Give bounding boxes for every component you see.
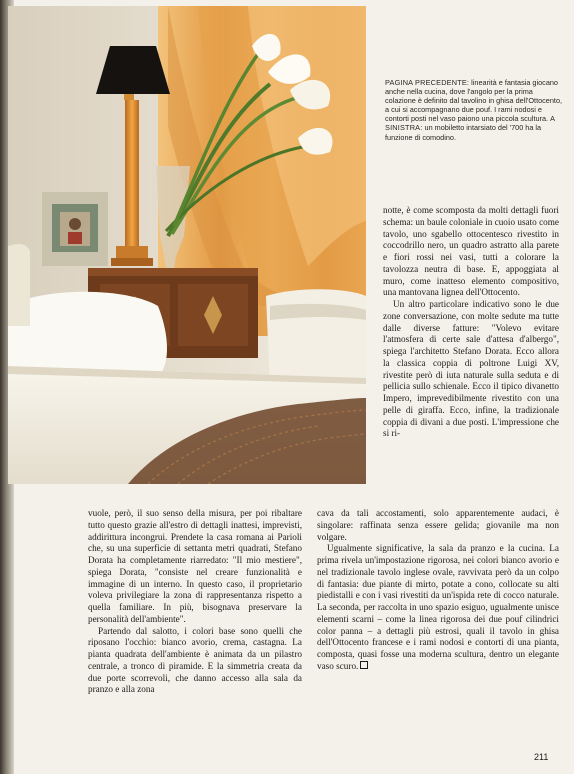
article-paragraph: vuole, però, il suo senso della misura, per poi ribaltare tutto questo grazie all'estro di dettagli inattesi, imprevisti, addirittura incongrui. Prendete la casa romana ai Parioli che, su una superficie di settanta metri quadrati, Stefano Dorata ha completamente riarredato: "Il mio mestiere", spiega Dorata, "consiste nel creare funzionalità e immagine di un interno. In questo caso, il proprietario voleva privilegiare la zona di rappresentanza rispetto a quella familiare. In più, bisognava preservare la personalità dell'ambiente". bbox=[88, 508, 302, 624]
article-paragraph: Un altro particolare indicativo sono le due zone conversazione, con molte sedute ma tutte dalle diverse fatture: "Volevo evitare l'atmosfera di certe sale d'attesa d'albergo", spiega l'architetto Stefano Dorata. Ecco allora la classica coppia di poltrone Luigi XV, rivestite però di iuta naturale sulla seduta e di pellicia sullo schienale. Ecco il tipico divanetto Impero, imprevedibilmente rivestito con una pelle di giraffa. Ecco, infine, la tradizionale coppia di divani a due posti. L'impressione che si ri- bbox=[383, 299, 559, 439]
caption-label-previous: PAGINA PRECEDENTE: bbox=[385, 78, 470, 87]
caption-text-previous: linearità e fantasia giocano anche nella cucina, dove l'angolo per la prima colazione è definito dal tavolino in ghisa dell'Ottocento, a cui si accompagnano due pouf. I rami nodosi e contorti posti nel vaso paiono una piccola scultura. bbox=[385, 78, 563, 124]
caption-label-left: A SINISTRA: bbox=[385, 114, 555, 133]
article-column-right bbox=[317, 508, 559, 673]
article-paragraph: Ugualmente significative, la sala da pranzo e la cucina. La prima rivela un'impostazione rigorosa, nei colori bianco avorio e nel tradizionale tavolo inglese ovale, ravvivata però da un colpo di fantasia: due piante di mirto, potate a cono, collocate su alti piedistalli e con i vasi rivestiti da un'ispida rete di cocco naturale. La seconda, per raccolta in uno spazio esiguo, ugualmente unisce elementi scarni – come la linea rigorosa dei due pouf cilindrici color panna – a dettagli più estrosi, quali il tavolo in ghisa dell'Ottocento francese e i rami nodosi e contorti di una pianta, composta, quasi fosse una moderna scultura, dentro un elegante vaso scuro. bbox=[317, 543, 559, 671]
article-column-left bbox=[88, 508, 302, 696]
page-number: 211 bbox=[534, 752, 549, 762]
article-column-right-top bbox=[383, 205, 559, 440]
caption-text-left: un mobiletto intarsiato del '700 ha la funzione di comodino. bbox=[385, 123, 542, 142]
end-of-article-icon bbox=[360, 661, 368, 669]
photo-caption bbox=[385, 78, 565, 142]
bedroom-photo bbox=[8, 6, 366, 484]
article-paragraph: notte, è come scomposta da molti dettagli fuori schema: un baule coloniale in cuoio usato come tavolo, uno sgabello ottocentesco rivestito in coccodrillo nero, un quadro astratto alla parete e fiori rossi nei vasi, tutti a colorare la tavolozza neutra di base. E, appoggiata al muro, come inatteso elemento compositivo, una mantovana lignea dell'Ottocento. bbox=[383, 205, 559, 298]
article-paragraph: Partendo dal salotto, i colori base sono quelli che riposano l'occhio: bianco avorio, crema, castagna. La pianta quadrata dell'ambiente è animata da un pilastro centrale, a tronco di piramide. E la simmetria creata da due porte scorrevoli, che danno accesso alla sala da pranzo e alla zona bbox=[88, 625, 302, 695]
article-paragraph: cava da tali accostamenti, solo apparentemente audaci, è singolare: raffinata senza essere gelida; giovanile ma non volgare. bbox=[317, 508, 559, 542]
